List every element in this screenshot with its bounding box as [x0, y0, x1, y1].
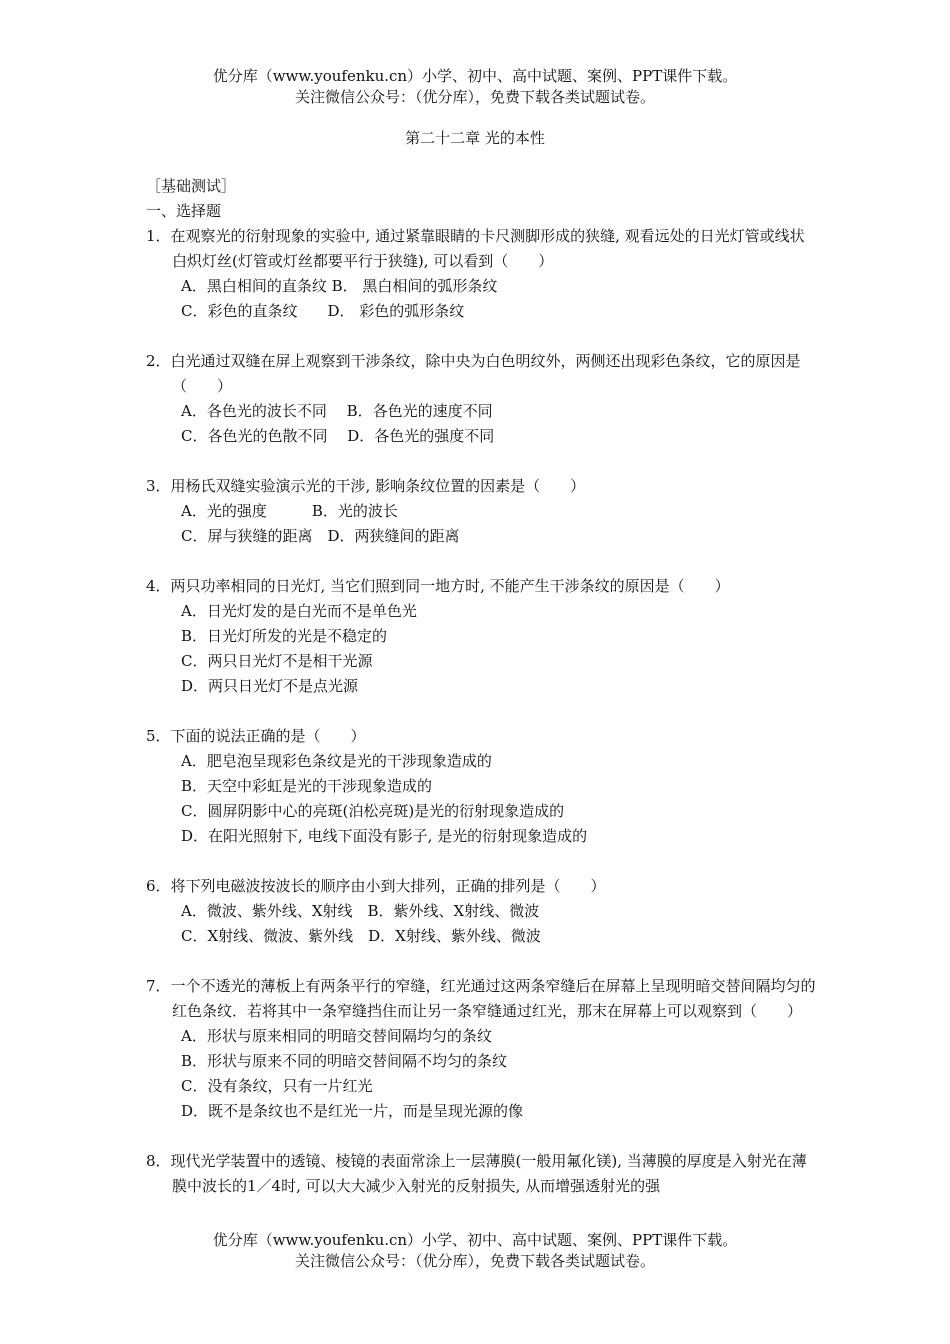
- option-c: C．没有条纹，只有一片红光: [181, 1077, 373, 1095]
- option-c: C．两只日光灯不是相干光源: [181, 652, 373, 670]
- question-3: [146, 474, 816, 549]
- page-header: [0, 66, 950, 108]
- section-label: ［基础测试］: [146, 177, 237, 195]
- option-row: A．黑白相间的直条纹 B． 黑白相间的弧形条纹: [181, 277, 498, 295]
- option-row: C．彩色的直条纹 D． 彩色的弧形条纹: [181, 302, 465, 320]
- question-6: [146, 874, 816, 949]
- option-b: B．形状与原来不同的明暗交替间隔不均匀的条纹: [181, 1052, 508, 1070]
- question-text: 4．两只功率相同的日光灯, 当它们照到同一地方时, 不能产生干涉条纹的原因是（ ）: [146, 577, 730, 595]
- question-text: 1．在观察光的衍射现象的实验中, 通过紧靠眼睛的卡尺测脚形成的狭缝, 观看远处的日光灯管或线状白炽灯丝(灯管或灯丝都要平行于狭缝), 可以看到（ ）: [146, 227, 805, 270]
- question-7: [146, 974, 816, 1124]
- option-a: A．日光灯发的是白光而不是单色光: [181, 602, 417, 620]
- option-c: C．圆屏阴影中心的亮斑(泊松亮斑)是光的衍射现象造成的: [181, 802, 565, 820]
- option-d: D．在阳光照射下, 电线下面没有影子, 是光的衍射现象造成的: [181, 827, 588, 845]
- page-footer: [0, 1230, 950, 1272]
- option-row: C．各色光的色散不同 D．各色光的强度不同: [181, 427, 495, 445]
- footer-line-1: 优分库（www.youfenku.cn）小学、初中、高中试题、案例、PPT课件下载。: [212, 1231, 738, 1249]
- header-line-1: 优分库（www.youfenku.cn）小学、初中、高中试题、案例、PPT课件下载。: [212, 67, 738, 85]
- footer-line-2: 关注微信公众号：（优分库），免费下载各类试题试卷。: [294, 1252, 655, 1270]
- header-line-2: 关注微信公众号：（优分库），免费下载各类试题试卷。: [294, 88, 655, 106]
- option-d: D．两只日光灯不是点光源: [181, 677, 359, 695]
- option-row: C．X射线、微波、紫外线 D．X射线、紫外线、微波: [181, 927, 541, 945]
- part-label: 一、选择题: [146, 202, 222, 220]
- question-text: 7．一个不透光的薄板上有两条平行的窄缝，红光通过这两条窄缝后在屏幕上呈现明暗交替间隔均匀的红色条纹．若将其中一条窄缝挡住而让另一条窄缝通过红光，那末在屏幕上可以观察到（ ）: [146, 977, 816, 1020]
- option-b: B．天空中彩虹是光的干涉现象造成的: [181, 777, 433, 795]
- question-text: 6．将下列电磁波按波长的顺序由小到大排列，正确的排列是（ ）: [146, 877, 606, 895]
- question-text: 3．用杨氏双缝实验演示光的干涉, 影响条纹位置的因素是（ ）: [146, 477, 586, 495]
- chapter-title: 第二十二章 光的本性: [405, 129, 545, 147]
- option-row: A．各色光的波长不同 B．各色光的速度不同: [181, 402, 493, 420]
- question-text: 5．下面的说法正确的是（ ）: [146, 727, 366, 745]
- option-row: A．光的强度 B．光的波长: [181, 502, 398, 520]
- question-5: [146, 724, 816, 849]
- option-row: A．微波、紫外线、X射线 B．紫外线、X射线、微波: [181, 902, 540, 920]
- option-a: A．形状与原来相同的明暗交替间隔均匀的条纹: [181, 1027, 492, 1045]
- question-1: [146, 224, 816, 324]
- document-body: [146, 174, 816, 1199]
- question-text: 2．白光通过双缝在屏上观察到干涉条纹，除中央为白色明纹外，两侧还出现彩色条纹，它的原因是（ ）: [146, 352, 801, 395]
- option-a: A．肥皂泡呈现彩色条纹是光的干涉现象造成的: [181, 752, 492, 770]
- option-row: C．屏与狭缝的距离 D．两狭缝间的距离: [181, 527, 460, 545]
- question-8: [146, 1149, 816, 1199]
- question-2: [146, 349, 816, 449]
- question-4: [146, 574, 816, 699]
- option-b: B．日光灯所发的光是不稳定的: [181, 627, 388, 645]
- question-text: 8．现代光学装置中的透镜、棱镜的表面常涂上一层薄膜(一般用氟化镁), 当薄膜的厚度是入射光在薄膜中波长的1／4时, 可以大大减少入射光的反射损失, 从而增强透射光的强: [146, 1152, 807, 1195]
- option-d: D．既不是条纹也不是红光一片，而是呈现光源的像: [181, 1102, 524, 1120]
